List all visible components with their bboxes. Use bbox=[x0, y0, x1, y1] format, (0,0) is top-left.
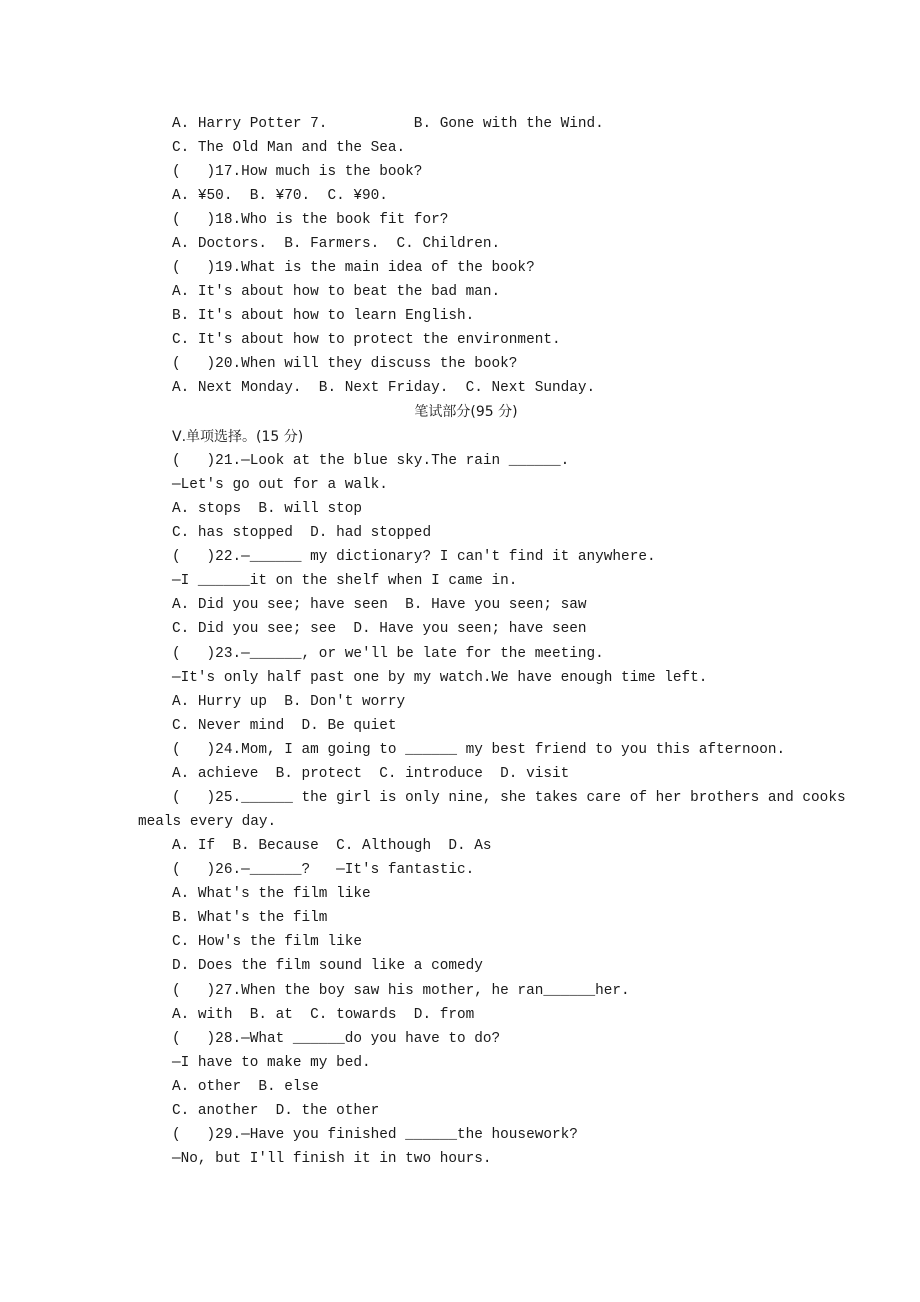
question-19: ( )19.What is the main idea of the book? bbox=[172, 260, 535, 276]
q26-option-b: B. What's the film bbox=[172, 910, 328, 926]
question-21: ( )21.—Look at the blue sky.The rain ______. bbox=[172, 453, 570, 469]
q22-options-ab: A. Did you see; have seen B. Have you seen; saw bbox=[172, 597, 587, 613]
q24-options: A. achieve B. protect C. introduce D. visit bbox=[172, 766, 570, 782]
q22-options-cd: C. Did you see; see D. Have you seen; have seen bbox=[172, 621, 587, 637]
q26-option-c: C. How's the film like bbox=[172, 934, 362, 950]
question-26: ( )26.—______? —It's fantastic. bbox=[172, 862, 475, 878]
q19-option-b: B. It's about how to learn English. bbox=[172, 308, 475, 324]
q26-option-a: A. What's the film like bbox=[172, 886, 371, 902]
q23-options-cd: C. Never mind D. Be quiet bbox=[172, 718, 397, 734]
question-18: ( )18.Who is the book fit for? bbox=[172, 212, 449, 228]
question-17: ( )17.How much is the book? bbox=[172, 164, 423, 180]
q28-options-ab: A. other B. else bbox=[172, 1079, 319, 1095]
question-29: ( )29.—Have you finished ______the housework? bbox=[172, 1127, 578, 1143]
question-25: ( )25.______ the girl is only nine, she takes care of her brothers and cooks bbox=[172, 790, 846, 806]
q29-response: —No, but I'll finish it in two hours. bbox=[172, 1151, 492, 1167]
q23-response: —It's only half past one by my watch.We have enough time left. bbox=[172, 670, 708, 686]
q19-option-a: A. It's about how to beat the bad man. bbox=[172, 284, 501, 300]
q26-option-d: D. Does the film sound like a comedy bbox=[172, 958, 483, 974]
q16-options-ab: A. Harry Potter 7. B. Gone with the Wind. bbox=[172, 116, 604, 132]
q19-option-c: C. It's about how to protect the environment. bbox=[172, 332, 561, 348]
q25-options: A. If B. Because C. Although D. As bbox=[172, 838, 492, 854]
question-20: ( )20.When will they discuss the book? bbox=[172, 356, 518, 372]
q21-options-ab: A. stops B. will stop bbox=[172, 501, 362, 517]
question-27: ( )27.When the boy saw his mother, he ran______her. bbox=[172, 983, 630, 999]
written-section-heading: 笔试部分(95 分) bbox=[414, 404, 518, 420]
question-25-continued: meals every day. bbox=[138, 814, 277, 830]
q21-response: —Let's go out for a walk. bbox=[172, 477, 388, 493]
q22-response: —I ______it on the shelf when I came in. bbox=[172, 573, 518, 589]
q28-response: —I have to make my bed. bbox=[172, 1055, 371, 1071]
q21-options-cd: C. has stopped D. had stopped bbox=[172, 525, 432, 541]
question-28: ( )28.—What ______do you have to do? bbox=[172, 1031, 501, 1047]
q17-options: A. ¥50. B. ¥70. C. ¥90. bbox=[172, 188, 388, 204]
q27-options: A. with B. at C. towards D. from bbox=[172, 1007, 475, 1023]
q28-options-cd: C. another D. the other bbox=[172, 1103, 380, 1119]
part-v-heading: Ⅴ.单项选择。(15 分) bbox=[172, 429, 304, 445]
q23-options-ab: A. Hurry up B. Don't worry bbox=[172, 694, 406, 710]
question-24: ( )24.Mom, I am going to ______ my best friend to you this afternoon. bbox=[172, 742, 786, 758]
q20-options: A. Next Monday. B. Next Friday. C. Next Sunday. bbox=[172, 380, 596, 396]
question-22: ( )22.—______ my dictionary? I can't find it anywhere. bbox=[172, 549, 656, 565]
question-23: ( )23.—______, or we'll be late for the meeting. bbox=[172, 646, 604, 662]
q18-options: A. Doctors. B. Farmers. C. Children. bbox=[172, 236, 501, 252]
q16-option-c: C. The Old Man and the Sea. bbox=[172, 140, 406, 156]
